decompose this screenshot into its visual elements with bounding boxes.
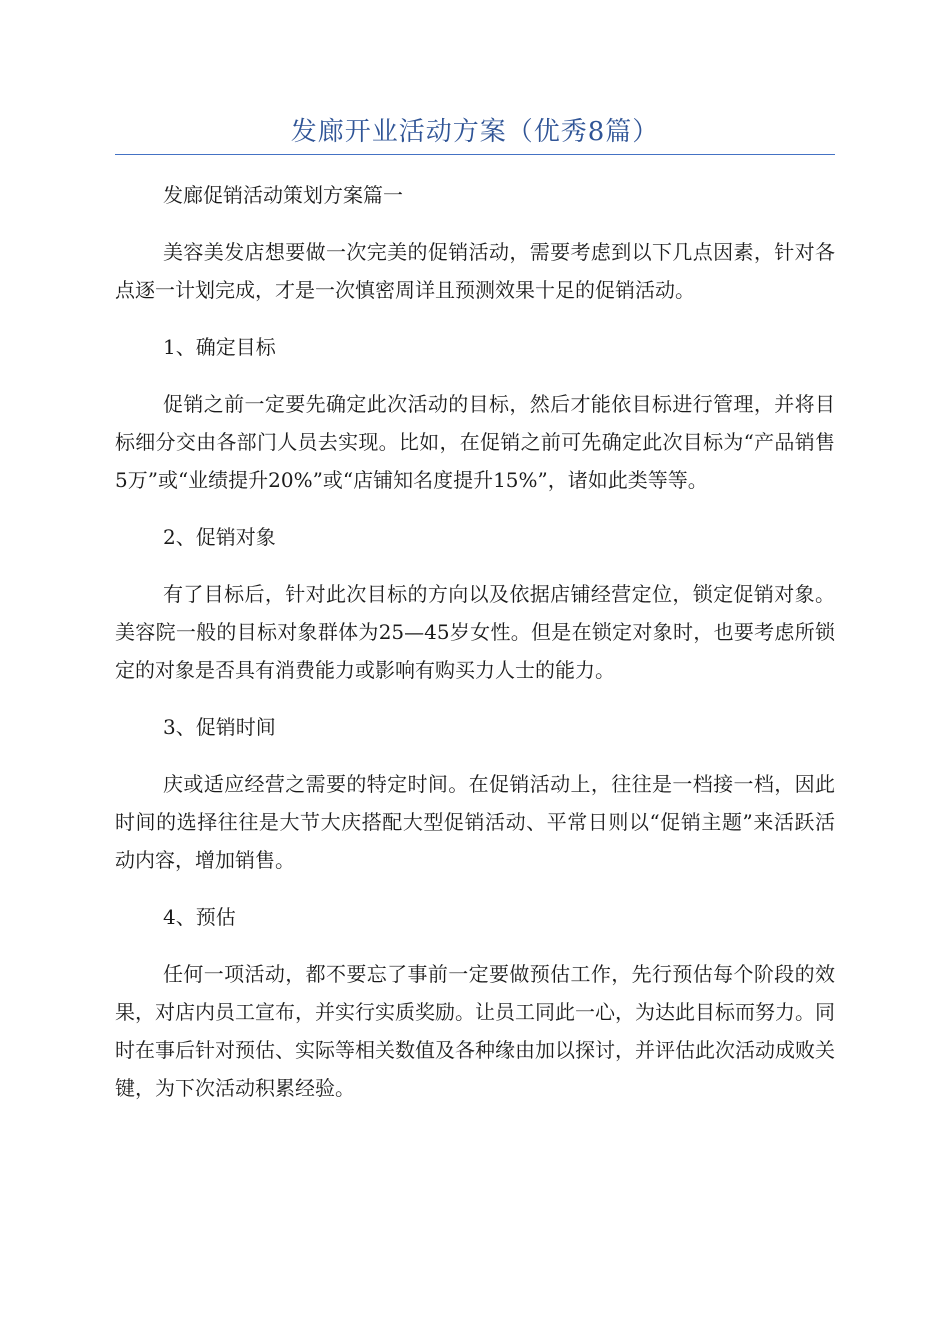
section-heading: 2、促销对象	[163, 525, 276, 549]
body-paragraph: 有了目标后，针对此次目标的方向以及依据店铺经营定位，锁定促销对象。美容院一般的目标对象群体为25—45岁女性。但是在锁定对象时，也要考虑所锁定的对象是否具有消费能力或影响有购买力人士的能力。	[115, 582, 835, 682]
document-body	[115, 176, 835, 1126]
body-paragraph: 美容美发店想要做一次完美的促销活动，需要考虑到以下几点因素，针对各点逐一计划完成，才是一次慎密周详且预测效果十足的促销活动。	[115, 240, 835, 302]
section-heading: 发廊促销活动策划方案篇一	[163, 183, 403, 207]
title-underline	[115, 154, 835, 155]
body-paragraph: 庆或适应经营之需要的特定时间。在促销活动上，往往是一档接一档，因此时间的选择往往是大节大庆搭配大型促销活动、平常日则以“促销主题”来活跃活动内容，增加销售。	[115, 772, 835, 872]
section-heading: 1、确定目标	[163, 335, 276, 359]
section-heading: 4、预估	[163, 905, 236, 929]
section-heading: 3、促销时间	[163, 715, 276, 739]
body-paragraph: 促销之前一定要先确定此次活动的目标，然后才能依目标进行管理，并将目标细分交由各部门人员去实现。比如，在促销之前可先确定此次目标为“产品销售5万”或“业绩提升20%”或“店铺知名度提升15%”，诸如此类等等。	[115, 392, 835, 492]
body-paragraph: 任何一项活动，都不要忘了事前一定要做预估工作，先行预估每个阶段的效果，对店内员工宣布，并实行实质奖励。让员工同此一心，为达此目标而努力。同时在事后针对预估、实际等相关数值及各种缘由加以探讨，并评估此次活动成败关键，为下次活动积累经验。	[115, 962, 835, 1100]
document-title: 发廊开业活动方案（优秀8篇）	[290, 117, 660, 147]
